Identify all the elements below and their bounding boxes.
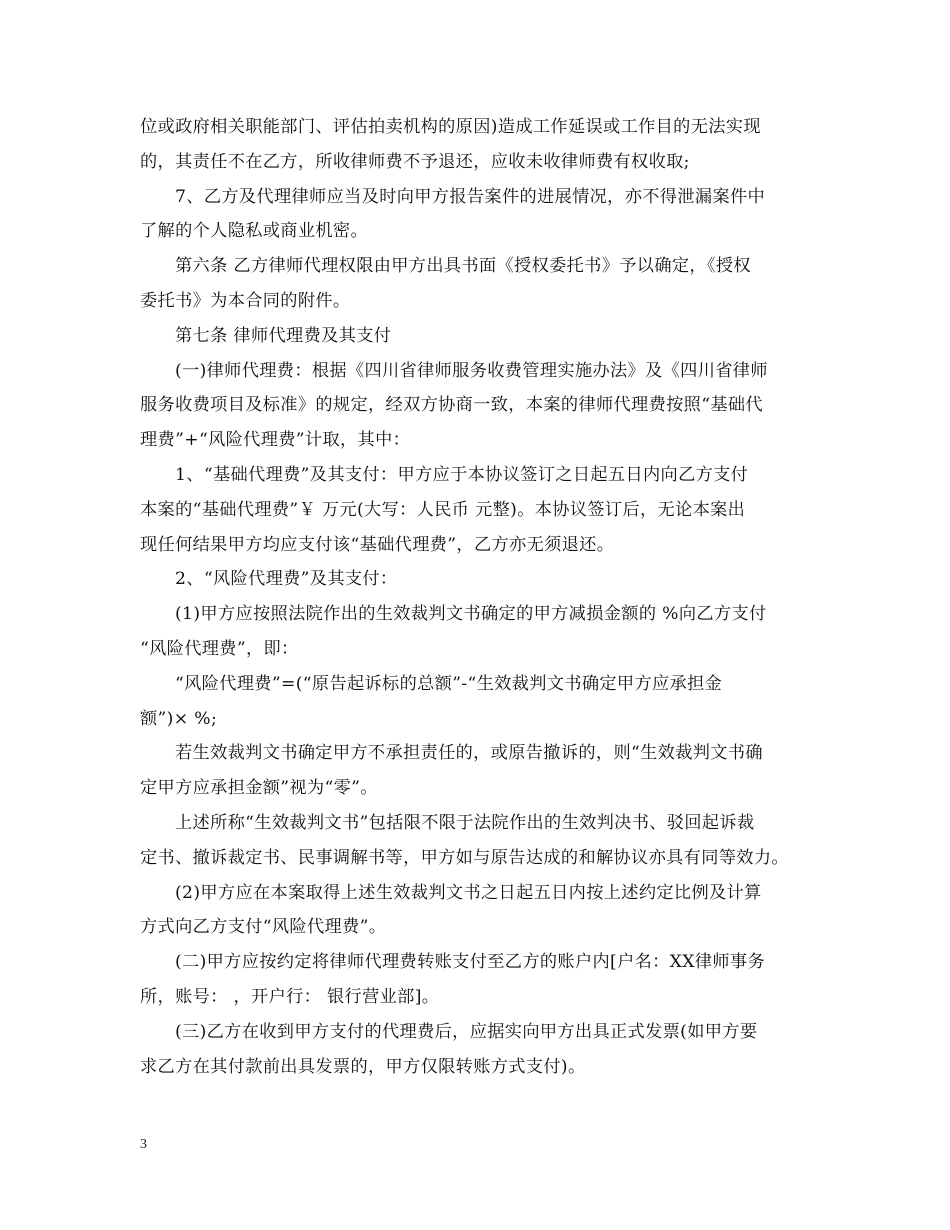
text-line: “风险代理费”，即： [140,638,299,659]
paragraph [140,1015,820,1085]
text-line: 现任何结果甲方均应支付该“基础代理费”，乙方亦无须退还。 [140,534,615,555]
text-line: 的，其责任不在乙方，所收律师费不予退还，应收未收律师费有权收取; [140,151,690,172]
text-line: 方式向乙方支付“风险代理费”。 [140,917,387,938]
text-line: (二)甲方应按约定将律师代理费转账支付至乙方的账户内[户名：XX律师事务 [175,952,766,973]
text-line: 定书、撤诉裁定书、民事调解书等，甲方如与原告达成的和解协议亦具有同等效力。 [140,847,789,868]
paragraph [140,597,820,667]
text-line: 求乙方在其付款前出具发票的，甲方仅限转账方式支付)。 [140,1056,586,1077]
paragraph [140,458,820,562]
text-line: “风险代理费”=(“原告起诉标的总额”-“生效裁判文书确定甲方应承担金 [175,673,723,694]
text-line: 服务收费项目及标准》的规定，经双方协商一致，本案的律师代理费按照“基础代 [140,395,763,416]
text-line: (1)甲方应按照法院作出的生效裁判文书确定的甲方减损金额的 %向乙方支付 [175,604,767,625]
text-line: (三)乙方在收到甲方支付的代理费后，应据实向甲方出具正式发票(如甲方要 [175,1021,758,1042]
text-line: 本案的“基础代理费”￥ 万元(大写：人民币 元整)。本协议签订后，无论本案出 [140,499,746,520]
paragraph [140,806,820,876]
paragraph [140,180,820,250]
text-line: 了解的个人隐私或商业机密。 [140,221,368,242]
document-body [140,110,820,1084]
text-line: 2、“风险代理费”及其支付： [175,569,398,590]
text-line: 第七条 律师代理费及其支付 [175,325,392,346]
page-number: 3 [140,1137,147,1152]
text-line: 额”)× %; [140,708,218,729]
text-line: 7、乙方及代理律师应当及时向甲方报告案件的进展情况，亦不得泄漏案件中 [175,186,766,207]
paragraph [140,562,820,597]
text-line: 定甲方应承担金额”视为“零”。 [140,778,378,799]
formula-paragraph [140,667,820,737]
paragraph [140,876,820,946]
paragraph [140,736,820,806]
text-line: 委托书》为本合同的附件。 [140,290,351,311]
paragraph [140,354,820,458]
paragraph [140,110,820,180]
text-line: 上述所称“生效裁判文书”包括限不限于法院作出的生效判决书、驳回起诉裁 [175,812,755,833]
text-line: 若生效裁判文书确定甲方不承担责任的，或原告撤诉的，则“生效裁判文书确 [175,743,763,764]
paragraph [140,945,820,1015]
text-line: 位或政府相关职能部门、评估拍卖机构的原因)造成工作延误或工作目的无法实现 [140,117,761,137]
paragraph [140,249,820,319]
text-line: 理费”+“风险代理费”计取，其中： [140,430,411,451]
text-line: (一)律师代理费：根据《四川省律师服务收费管理实施办法》及《四川省律师 [175,360,768,381]
section-heading [140,319,820,354]
text-line: 第六条 乙方律师代理权限由甲方出具书面《授权委托书》予以确定，《授权 [175,256,751,277]
text-line: (2)甲方应在本案取得上述生效裁判文书之日起五日内按上述约定比例及计算 [175,882,762,903]
text-line: 1、“基础代理费”及其支付：甲方应于本协议签订之日起五日内向乙方支付 [175,464,749,485]
text-line: 所，账号： ，开户行： 银行营业部]。 [140,986,440,1007]
